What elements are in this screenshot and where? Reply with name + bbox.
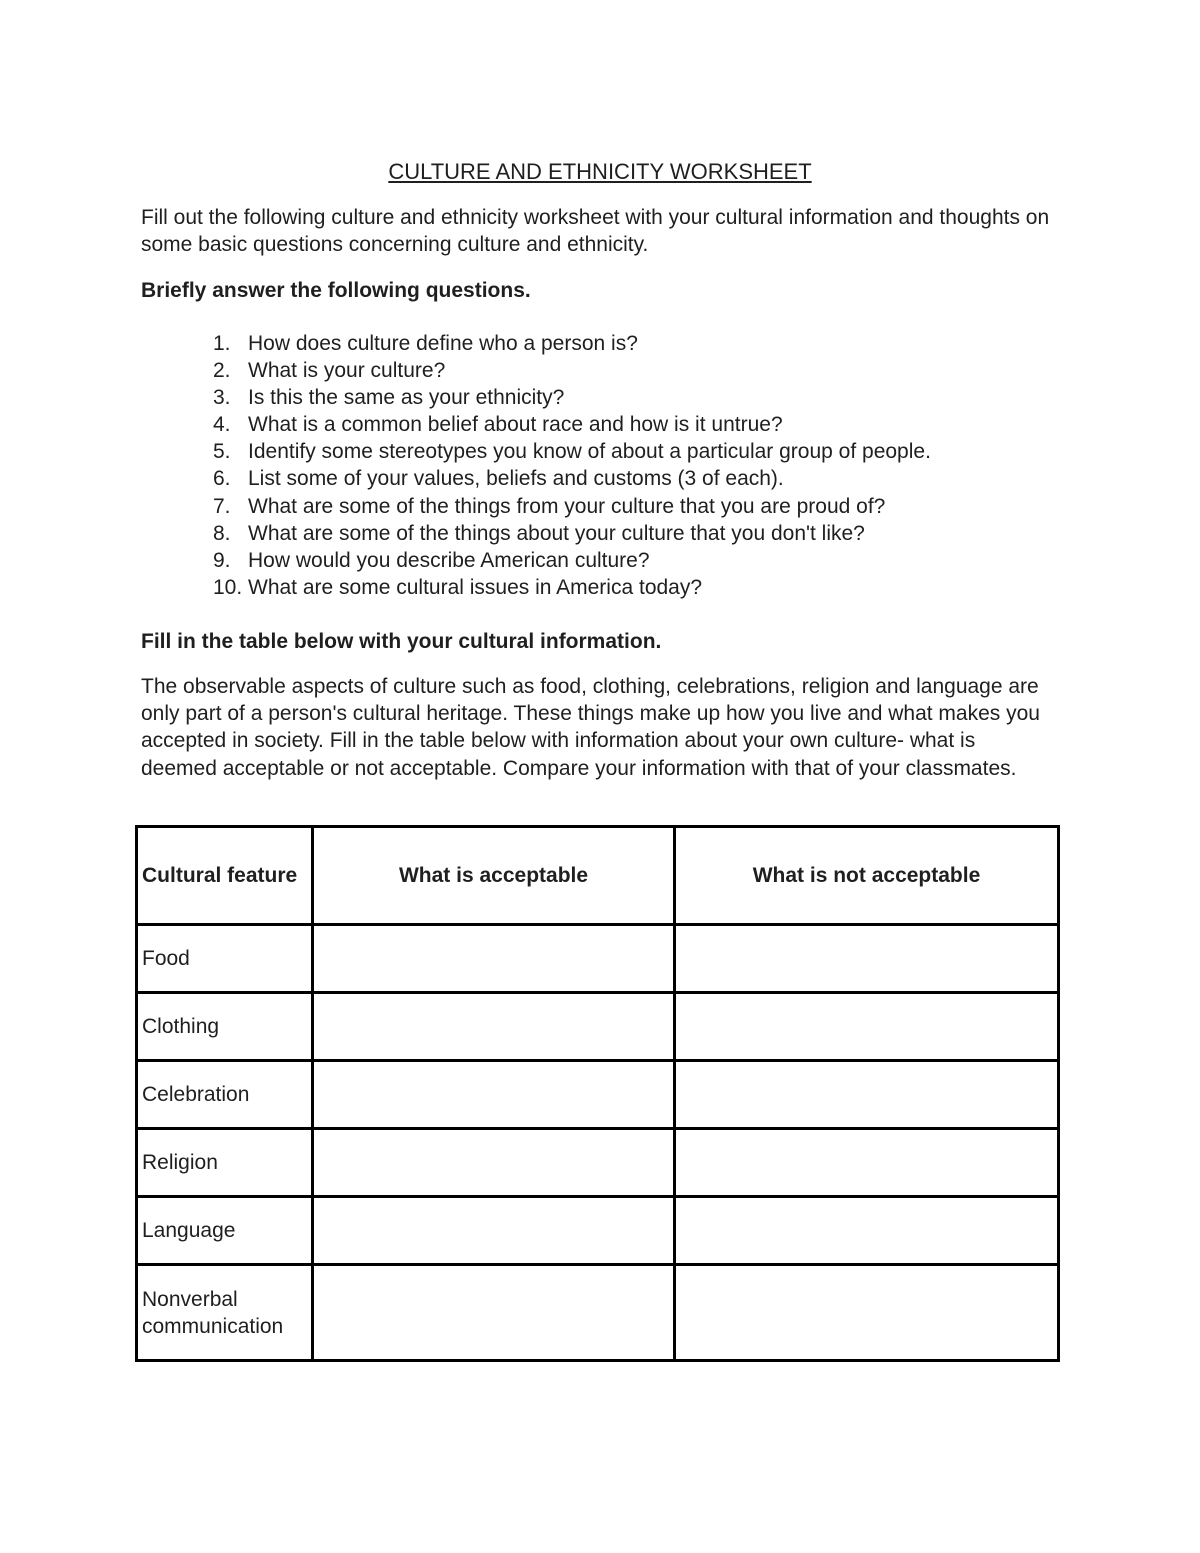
table-row (137, 1265, 1059, 1361)
question-item (213, 547, 931, 574)
question-text: What are some of the things from your culture that you are proud of? (248, 494, 886, 518)
table-header-row (137, 827, 1059, 925)
question-text: Identify some stereotypes you know of about a particular group of people. (248, 440, 931, 464)
question-item (213, 357, 931, 384)
not-acceptable-cell[interactable] (675, 1265, 1059, 1361)
table-row (137, 1129, 1059, 1197)
question-text: What are some cultural issues in America today? (248, 575, 703, 599)
question-item (213, 465, 931, 492)
header-acceptable: What is acceptable (313, 827, 675, 925)
question-text: What is a common belief about race and how is it untrue? (248, 413, 783, 437)
acceptable-cell[interactable] (313, 1197, 675, 1265)
question-text: How would you describe American culture? (248, 548, 650, 572)
questions-heading: Briefly answer the following questions. (141, 279, 531, 302)
not-acceptable-cell[interactable] (675, 925, 1059, 993)
question-item (213, 438, 931, 465)
question-item (213, 520, 931, 547)
table-description: The observable aspects of culture such as food, clothing, celebrations, religion and language are only part of a person's cultural heritage. These things make up how you live and what makes you accepted in society. Fill in the table below with information about your own culture- what is deemed acceptable or not acceptable. Compare your information with that of your classmates. (141, 675, 1040, 780)
question-number: 4. (213, 413, 231, 437)
question-number: 1. (213, 332, 231, 355)
intro-paragraph: Fill out the following culture and ethnicity worksheet with your cultural information and thoughts on some basic questions concerning culture and ethnicity. (141, 206, 1050, 256)
question-item (213, 411, 931, 438)
question-text: What is your culture? (248, 359, 446, 383)
header-not-acceptable: What is not acceptable (675, 827, 1059, 925)
acceptable-cell[interactable] (313, 1129, 675, 1197)
question-number: 9. (213, 548, 231, 572)
feature-cell: Nonverbal communication (137, 1265, 313, 1361)
table-row (137, 925, 1059, 993)
question-number: 8. (213, 521, 231, 545)
acceptable-cell[interactable] (313, 993, 675, 1061)
table-row (137, 1197, 1059, 1265)
question-item (213, 493, 931, 520)
question-text: List some of your values, beliefs and customs (3 of each). (248, 467, 784, 491)
feature-cell: Celebration (137, 1061, 313, 1129)
question-text: Is this the same as your ethnicity? (248, 386, 565, 410)
question-text: What are some of the things about your culture that you don't like? (248, 521, 865, 545)
header-cultural-feature: Cultural feature (137, 827, 313, 925)
acceptable-cell[interactable] (313, 1265, 675, 1361)
not-acceptable-cell[interactable] (675, 1197, 1059, 1265)
acceptable-cell[interactable] (313, 925, 675, 993)
feature-cell: Language (137, 1197, 313, 1265)
feature-cell: Religion (137, 1129, 313, 1197)
question-number: 5. (213, 440, 231, 464)
question-number: 6. (213, 467, 231, 491)
table-row (137, 993, 1059, 1061)
acceptable-cell[interactable] (313, 1061, 675, 1129)
cultural-info-table (135, 825, 1060, 1362)
not-acceptable-cell[interactable] (675, 1061, 1059, 1129)
question-number: 2. (213, 359, 231, 383)
not-acceptable-cell[interactable] (675, 1129, 1059, 1197)
question-item (213, 574, 931, 601)
feature-cell: Food (137, 925, 313, 993)
question-number: 10. (213, 575, 243, 599)
question-number: 3. (213, 386, 231, 410)
questions-list (213, 330, 931, 601)
question-item (213, 384, 931, 411)
table-heading: Fill in the table below with your cultural information. (141, 630, 662, 653)
feature-cell: Clothing (137, 993, 313, 1061)
worksheet-title: CULTURE AND ETHNICITY WORKSHEET (388, 159, 812, 184)
question-number: 7. (213, 494, 231, 518)
not-acceptable-cell[interactable] (675, 993, 1059, 1061)
question-item (213, 330, 931, 357)
table-row (137, 1061, 1059, 1129)
question-text: How does culture define who a person is? (248, 332, 638, 355)
